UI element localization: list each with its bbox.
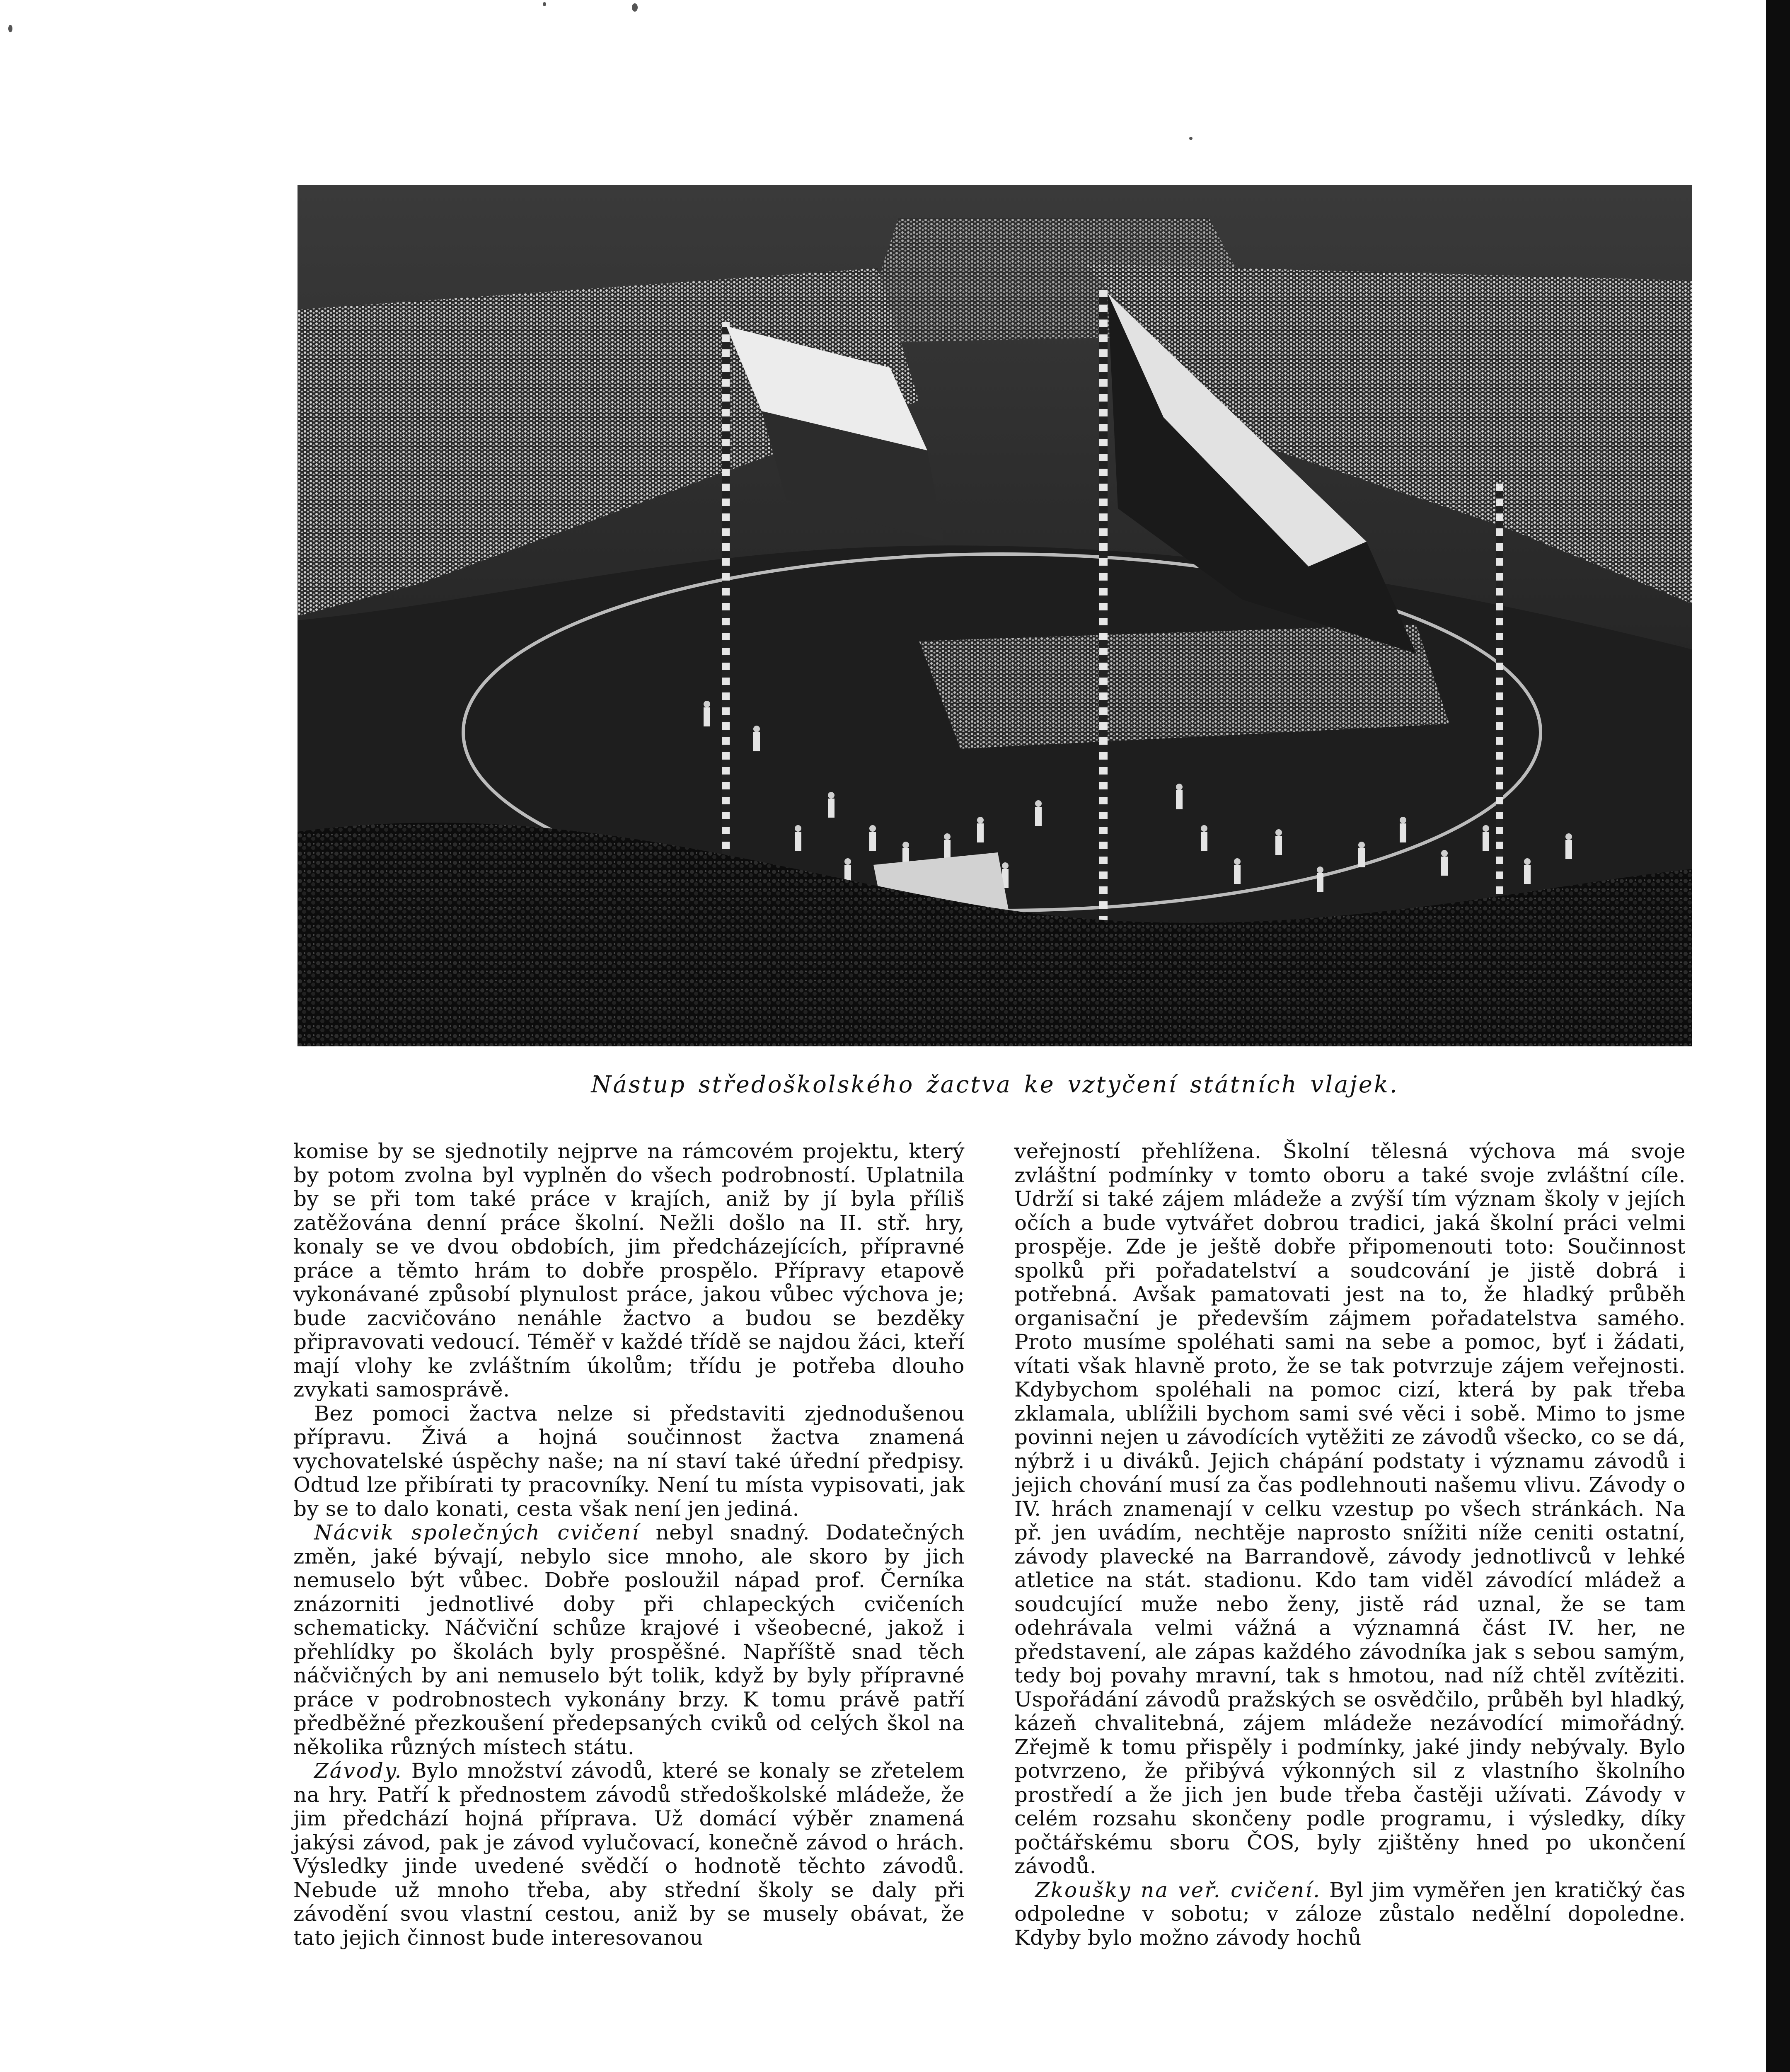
gymnast-head xyxy=(1441,850,1448,857)
gymnast-head xyxy=(828,792,835,799)
gymnast-figure xyxy=(1524,865,1531,884)
gymnast-head xyxy=(977,817,984,823)
gymnast-head xyxy=(1234,858,1241,865)
paragraph xyxy=(293,1521,965,1759)
paragraph-text: veřejností přehlížena. Školní tělesná výchova má svoje zvláštní podmínky v tomto oboru a také svoje zvláštní cíle. Udrží si také zájem mládeže a zvýší tím význam školy v jejích očích a bude vytvářet dobrou tradici, jaká školní práci velmi prospěje. Zde je ještě dobře připomenouti toto: Součinnost spolků při pořadatelství a soudcování je jistě dobrá i potřebná. Avšak pamatovati jest na to, že hladký průběh organisační je především zájmem pořadatelstva samého. Proto musíme spoléhati sami na sebe a pomoc, byť i žádati, vítati však hlavně proto, že se tak potvrzuje zájem veřejnosti. Kdybychom spoléhali na pomoc cizí, která by pak třeba zklamala, ublížili bychom sami své věci i sobě. Mimo to jsme povinni nejen u závodících vytěžiti ze závodů všecko, co se dá, nýbrž i u diváků. Jejich chápání podstaty i významu závodů i jejich chování musí za čas podlehnouti našemu vlivu. Závody o IV. hrách znamenají v celku vzestup po všech stránkách. Na př. jen uvádím, nechtěje naprosto snížiti níže ceniti ostatní, závody plavecké na Barrandově, závody jednotlivců v lehké atletice na stát. stadionu. Kdo tam viděl závodící mládež a soudcující muže nebo ženy, jistě rád uznal, že se tam odehrávala velmi vážná a významná část IV. her, ne představení, ale zápas každého závodníka jak s sebou samým, tedy boj povahy mravní, tak s hmotou, nad níž chtěl zvítěziti. Uspořádání závodů pražských se osvědčilo, průběh byl hladký, kázeň chvalitebná, zájem mládeže nezávodící mimořádný. Zřejmě k tomu přispěly i podmínky, jaké jindy nebývaly. Bylo potvrzeno, že přibývá výkonných sil z vlastního školního prostředí a že jich jen bude třeba častěji užívati. Závody v celém rozsahu skončeny podle programu, i výsledky, díky počtářskému sboru ČOS, byly zjištěny hned po ukončení závodů. xyxy=(1014,1139,1686,1878)
gymnast-figure xyxy=(1234,865,1241,884)
gymnast-figure xyxy=(1176,790,1183,809)
gymnast-head xyxy=(1201,825,1207,832)
gymnast-figure xyxy=(1400,823,1406,842)
gymnast-head xyxy=(1317,867,1323,873)
gymnast-figure xyxy=(795,832,801,851)
gymnast-figure xyxy=(704,707,710,726)
paragraph xyxy=(293,1759,965,1950)
gymnast-figure xyxy=(977,823,984,842)
gymnast-figure xyxy=(944,840,951,859)
paragraph-text: Bylo množství závodů, které se konaly se zřetelem na hry. Patří k přednostem závodů středoškolské mládeže, že jim předchází hojná příprava. Už domácí výběr znamená jakýsi závod, pak je závod vylučovací, konečně závod o hrách. Výsledky jinde uvedené svědčí o hodnotě těchto závodů. Nebude už mnoho třeba, aby střední školy se daly při závodění svou vlastní cestou, aniž by se musely obávat, že tato jejich činnost bude interesovanou xyxy=(293,1759,965,1950)
figure-caption: Nástup středoškolského žactva ke vztyčení státních vlajek. xyxy=(591,1071,1399,1098)
gymnast-head xyxy=(844,858,851,865)
gymnast-head xyxy=(1035,800,1042,807)
paragraph xyxy=(293,1402,965,1521)
pole-right xyxy=(1496,484,1503,944)
gymnast-head xyxy=(1565,833,1572,840)
scan-speck xyxy=(632,3,638,12)
gymnast-head xyxy=(1275,829,1282,836)
gymnast-head xyxy=(944,833,951,840)
gymnast-head xyxy=(1483,825,1489,832)
gymnast-figure xyxy=(869,832,876,851)
gymnast-head xyxy=(1176,784,1183,790)
paragraph-lead: Závody. xyxy=(314,1759,403,1783)
gymnast-figure xyxy=(1035,807,1042,826)
pole-left xyxy=(722,322,730,944)
stadium-photo xyxy=(298,185,1692,1046)
formation-block-center xyxy=(857,218,1271,343)
paragraph-text: nebyl snadný. Dodatečných změn, jaké bývají, nebylo sice mnoho, ale skoro by jich nemuselo být vůbec. Dobře posloužil nápad prof. Černíka znázorniti jednotlivé doby při chlapeckých cvičeních schematicky. Náčviční schůze krajové i všeobecné, jakož i přehlídky po školách byly prospěšné. Napříště snad těch náčvičných by ani nemuselo být tolik, když by byly přípravné práce v podrobnostech vykonány brzy. K tomu právě patří předběžné přezkoušení předepsaných cviků od celých škol na několika různých místech státu. xyxy=(293,1520,965,1759)
gymnast-figure xyxy=(828,799,835,818)
paragraph xyxy=(1014,1140,1686,1878)
gymnast-head xyxy=(704,701,710,707)
gymnast-head xyxy=(902,842,909,848)
gymnast-figure xyxy=(1275,836,1282,855)
scan-border xyxy=(1766,0,1790,2072)
text-column-right xyxy=(1014,1140,1686,1950)
gymnast-head xyxy=(1524,858,1531,865)
gymnast-figure xyxy=(1358,848,1365,867)
gymnast-head xyxy=(753,726,760,732)
stadium-photo-drawing xyxy=(298,185,1692,1046)
gymnast-figure xyxy=(1441,857,1448,876)
gymnast-head xyxy=(1400,817,1406,823)
gymnast-head xyxy=(795,825,801,832)
gymnast-figure xyxy=(1565,840,1572,859)
gymnast-head xyxy=(1358,842,1365,848)
paragraph-lead: Zkoušky na veř. cvičení. xyxy=(1035,1878,1321,1902)
gymnast-figure xyxy=(1201,832,1207,851)
scan-speck xyxy=(1189,137,1193,140)
paragraph-lead: Nácvik společných cvičení xyxy=(314,1520,640,1544)
paragraph-text: komise by se sjednotily nejprve na rámcovém projektu, který by potom zvolna byl vyplněn do všech podrobností. Uplatnila by se při tom také práce v krajích, aniž by jí byla příliš zatěžována denní práce školní. Nežli došlo na II. stř. hry, konaly se ve dvou obdobích, jim předcházejících, přípravné práce a těmto hrám to dobře prospělo. Přípravy etapově vykonávané způsobí plynulost práce, jakou vůbec výchova je; bude zacvičováno nenáhle žactvo a budou se bezděky připravovati vedoucí. Téměř v každé třídě se najdou žáci, kteří mají vlohy ke zvláštním úkolům; třídu je potřeba dlouho zvykati samosprávě. xyxy=(293,1139,965,1402)
pole-center xyxy=(1099,289,1108,944)
text-column-left xyxy=(293,1140,965,1950)
gymnast-figure xyxy=(1483,832,1489,851)
scan-speck xyxy=(8,25,12,32)
gymnast-figure xyxy=(1317,873,1323,892)
scan-speck xyxy=(543,2,546,6)
gymnast-figure xyxy=(753,732,760,751)
paragraph xyxy=(1014,1878,1686,1950)
paragraph-text: Byl jim vyměřen jen kratičký čas odpoledne v sobotu; v záloze zůstalo nedělní dopoledne. Kdyby bylo možno závody hochů xyxy=(1014,1878,1686,1950)
gymnast-head xyxy=(869,825,876,832)
paragraph xyxy=(293,1140,965,1402)
gymnast-head xyxy=(1002,862,1009,869)
paragraph-text: Bez pomoci žactva nelze si představiti zjednodušenou přípravu. Živá a hojná součinnost žactva znamená vychovatelské úspěchy naše; na ní staví také úřední předpisy. Odtud lze přibírati ty pracovníky. Není tu místa vypisovati, jak by se to dalo konati, cesta však není jen jediná. xyxy=(293,1401,965,1521)
